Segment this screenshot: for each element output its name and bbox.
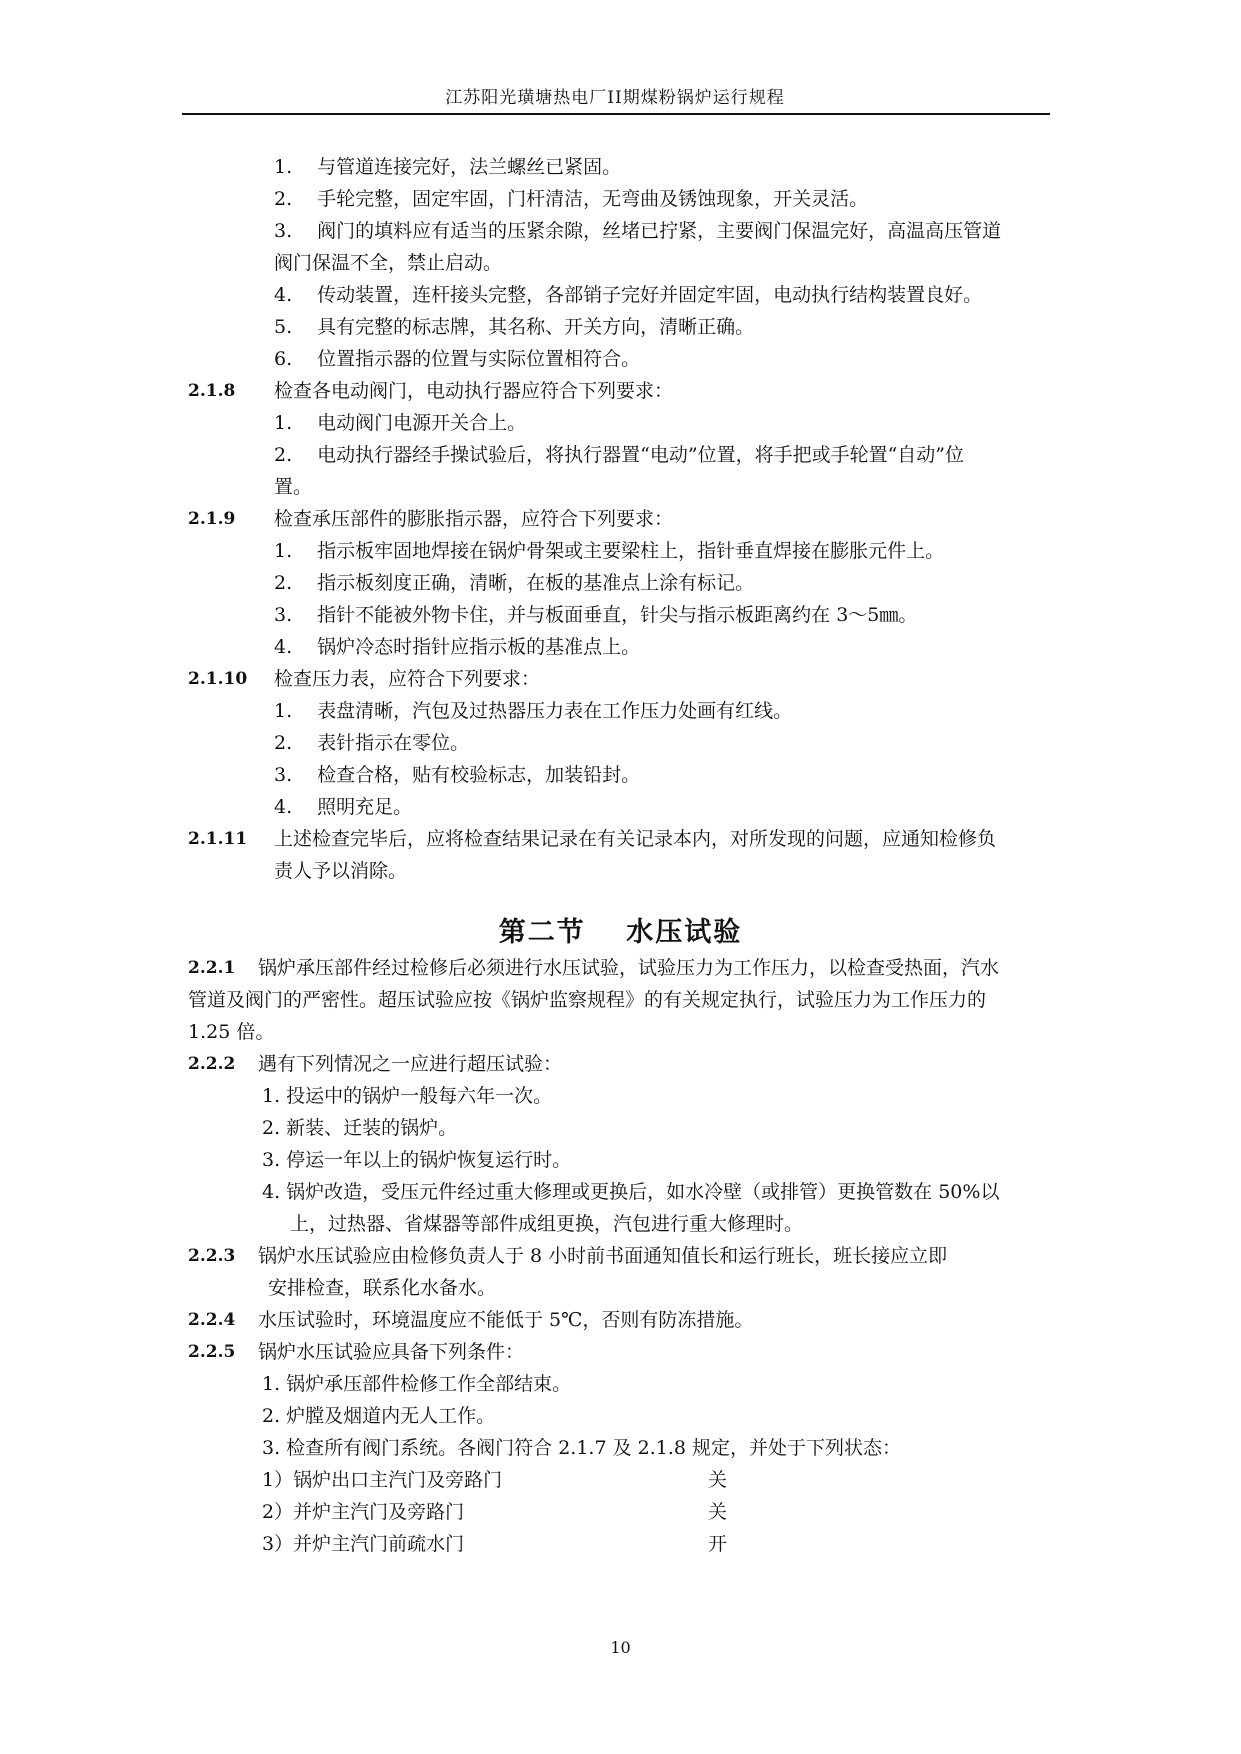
clause-text: 检查各电动阀门，电动执行器应符合下列要求： — [274, 380, 674, 402]
header-divider — [182, 113, 1050, 115]
clause-number: 2.1.10 — [188, 669, 248, 689]
item-line: 4. 照明充足。 — [274, 796, 413, 818]
item-line: 1. 投运中的锅炉一般每六年一次。 — [262, 1085, 553, 1107]
item-line: 3. 检查合格，贴有校验标志，加装铅封。 — [274, 764, 641, 786]
valve-name: 1）锅炉出口主汽门及旁路门 — [262, 1469, 503, 1491]
clause-number: 2.2.3 — [188, 1246, 236, 1266]
clause-text: 检查承压部件的膨胀指示器，应符合下列要求： — [274, 508, 674, 530]
item-line: 阀门保温不全，禁止启动。 — [274, 252, 503, 274]
valve-state: 关 — [708, 1501, 728, 1523]
item-line: 4. 锅炉改造，受压元件经过重大修理或更换后，如水冷壁（或排管）更换管数在 50%以 — [262, 1181, 1000, 1203]
item-line: 6. 位置指示器的位置与实际位置相符合。 — [274, 348, 641, 370]
item-line: 2. 手轮完整，固定牢固，门杆清洁，无弯曲及锈蚀现象，开关灵活。 — [274, 188, 869, 210]
clause-text: 遇有下列情况之一应进行超压试验： — [258, 1053, 563, 1075]
clause-number: 2.2.4 — [188, 1310, 236, 1330]
clause-text: 锅炉水压试验应具备下列条件： — [258, 1341, 525, 1363]
clause-text: 锅炉水压试验应由检修负责人于 8 小时前书面通知值长和运行班长，班长接应立即 — [258, 1245, 948, 1267]
item-line: 4. 锅炉冷态时指针应指示板的基准点上。 — [274, 636, 641, 658]
clause-number: 2.1.11 — [188, 829, 248, 849]
valve-name: 3）并炉主汽门前疏水门 — [262, 1533, 465, 1555]
item-line: 1. 锅炉承压部件检修工作全部结束。 — [262, 1373, 572, 1395]
clause-text: 水压试验时，环境温度应不能低于 5℃，否则有防冻措施。 — [258, 1309, 754, 1331]
valve-name: 2）并炉主汽门及旁路门 — [262, 1501, 465, 1523]
item-line: 5. 具有完整的标志牌，其名称、开关方向，清晰正确。 — [274, 316, 755, 338]
page-number: 10 — [610, 1638, 631, 1657]
item-line: 置。 — [274, 476, 313, 498]
item-line: 2. 表针指示在零位。 — [274, 732, 470, 754]
clause-text: 上述检查完毕后，应将检查结果记录在有关记录本内，对所发现的问题，应通知检修负 — [274, 828, 997, 850]
item-line: 4. 传动装置，连杆接头完整，各部销子完好并固定牢固，电动执行结构装置良好。 — [274, 284, 983, 306]
clause-number: 2.2.2 — [188, 1054, 236, 1074]
item-line: 上，过热器、省煤器等部件成组更换，汽包进行重大修理时。 — [290, 1213, 804, 1235]
clause-number: 2.2.5 — [188, 1342, 236, 1362]
clause-number: 2.2.1 — [188, 958, 236, 978]
item-line: 3. 阀门的填料应有适当的压紧余隙，丝堵已拧紧，主要阀门保温完好，高温高压管道 — [274, 220, 1002, 242]
clause-text: 1.25 倍。 — [188, 1021, 275, 1043]
item-line: 2. 指示板刻度正确，清晰，在板的基准点上涂有标记。 — [274, 572, 755, 594]
valve-state: 开 — [708, 1533, 728, 1555]
clause-text: 管道及阀门的严密性。超压试验应按《锅炉监察规程》的有关规定执行，试验压力为工作压力的 — [188, 989, 987, 1011]
item-line: 1. 表盘清晰，汽包及过热器压力表在工作压力处画有红线。 — [274, 700, 793, 722]
item-line: 3. 检查所有阀门系统。各阀门符合 2.1.7 及 2.1.8 规定，并处于下列状态： — [262, 1437, 902, 1459]
clause-text: 检查压力表，应符合下列要求： — [274, 668, 541, 690]
item-line: 2. 新装、迁装的锅炉。 — [262, 1117, 458, 1139]
section-title: 第二节 水压试验 — [498, 917, 743, 948]
item-line: 1. 指示板牢固地焊接在锅炉骨架或主要梁柱上，指针垂直焊接在膨胀元件上。 — [274, 540, 945, 562]
clause-text: 责人予以消除。 — [274, 860, 408, 882]
item-line: 1. 与管道连接完好，法兰螺丝已紧固。 — [274, 156, 622, 178]
page-header: 江苏阳光璜塘热电厂II期煤粉锅炉运行规程 — [445, 88, 785, 108]
clause-number: 2.1.9 — [188, 509, 236, 529]
item-line: 1. 电动阀门电源开关合上。 — [274, 412, 527, 434]
item-line: 3. 停运一年以上的锅炉恢复运行时。 — [262, 1149, 572, 1171]
item-line: 2. 电动执行器经手操试验后，将执行器置“电动”位置，将手把或手轮置“自动”位 — [274, 444, 965, 466]
clause-number: 2.1.8 — [188, 381, 236, 401]
item-line: 3. 指针不能被外物卡住，并与板面垂直，针尖与指示板距离约在 3～5㎜。 — [274, 604, 918, 626]
valve-state: 关 — [708, 1469, 728, 1491]
item-line: 2. 炉膛及烟道内无人工作。 — [262, 1405, 496, 1427]
clause-text: 安排检查，联系化水备水。 — [268, 1277, 497, 1299]
clause-text: 锅炉承压部件经过检修后必须进行水压试验，试验压力为工作压力，以检查受热面，汽水 — [258, 957, 1000, 979]
